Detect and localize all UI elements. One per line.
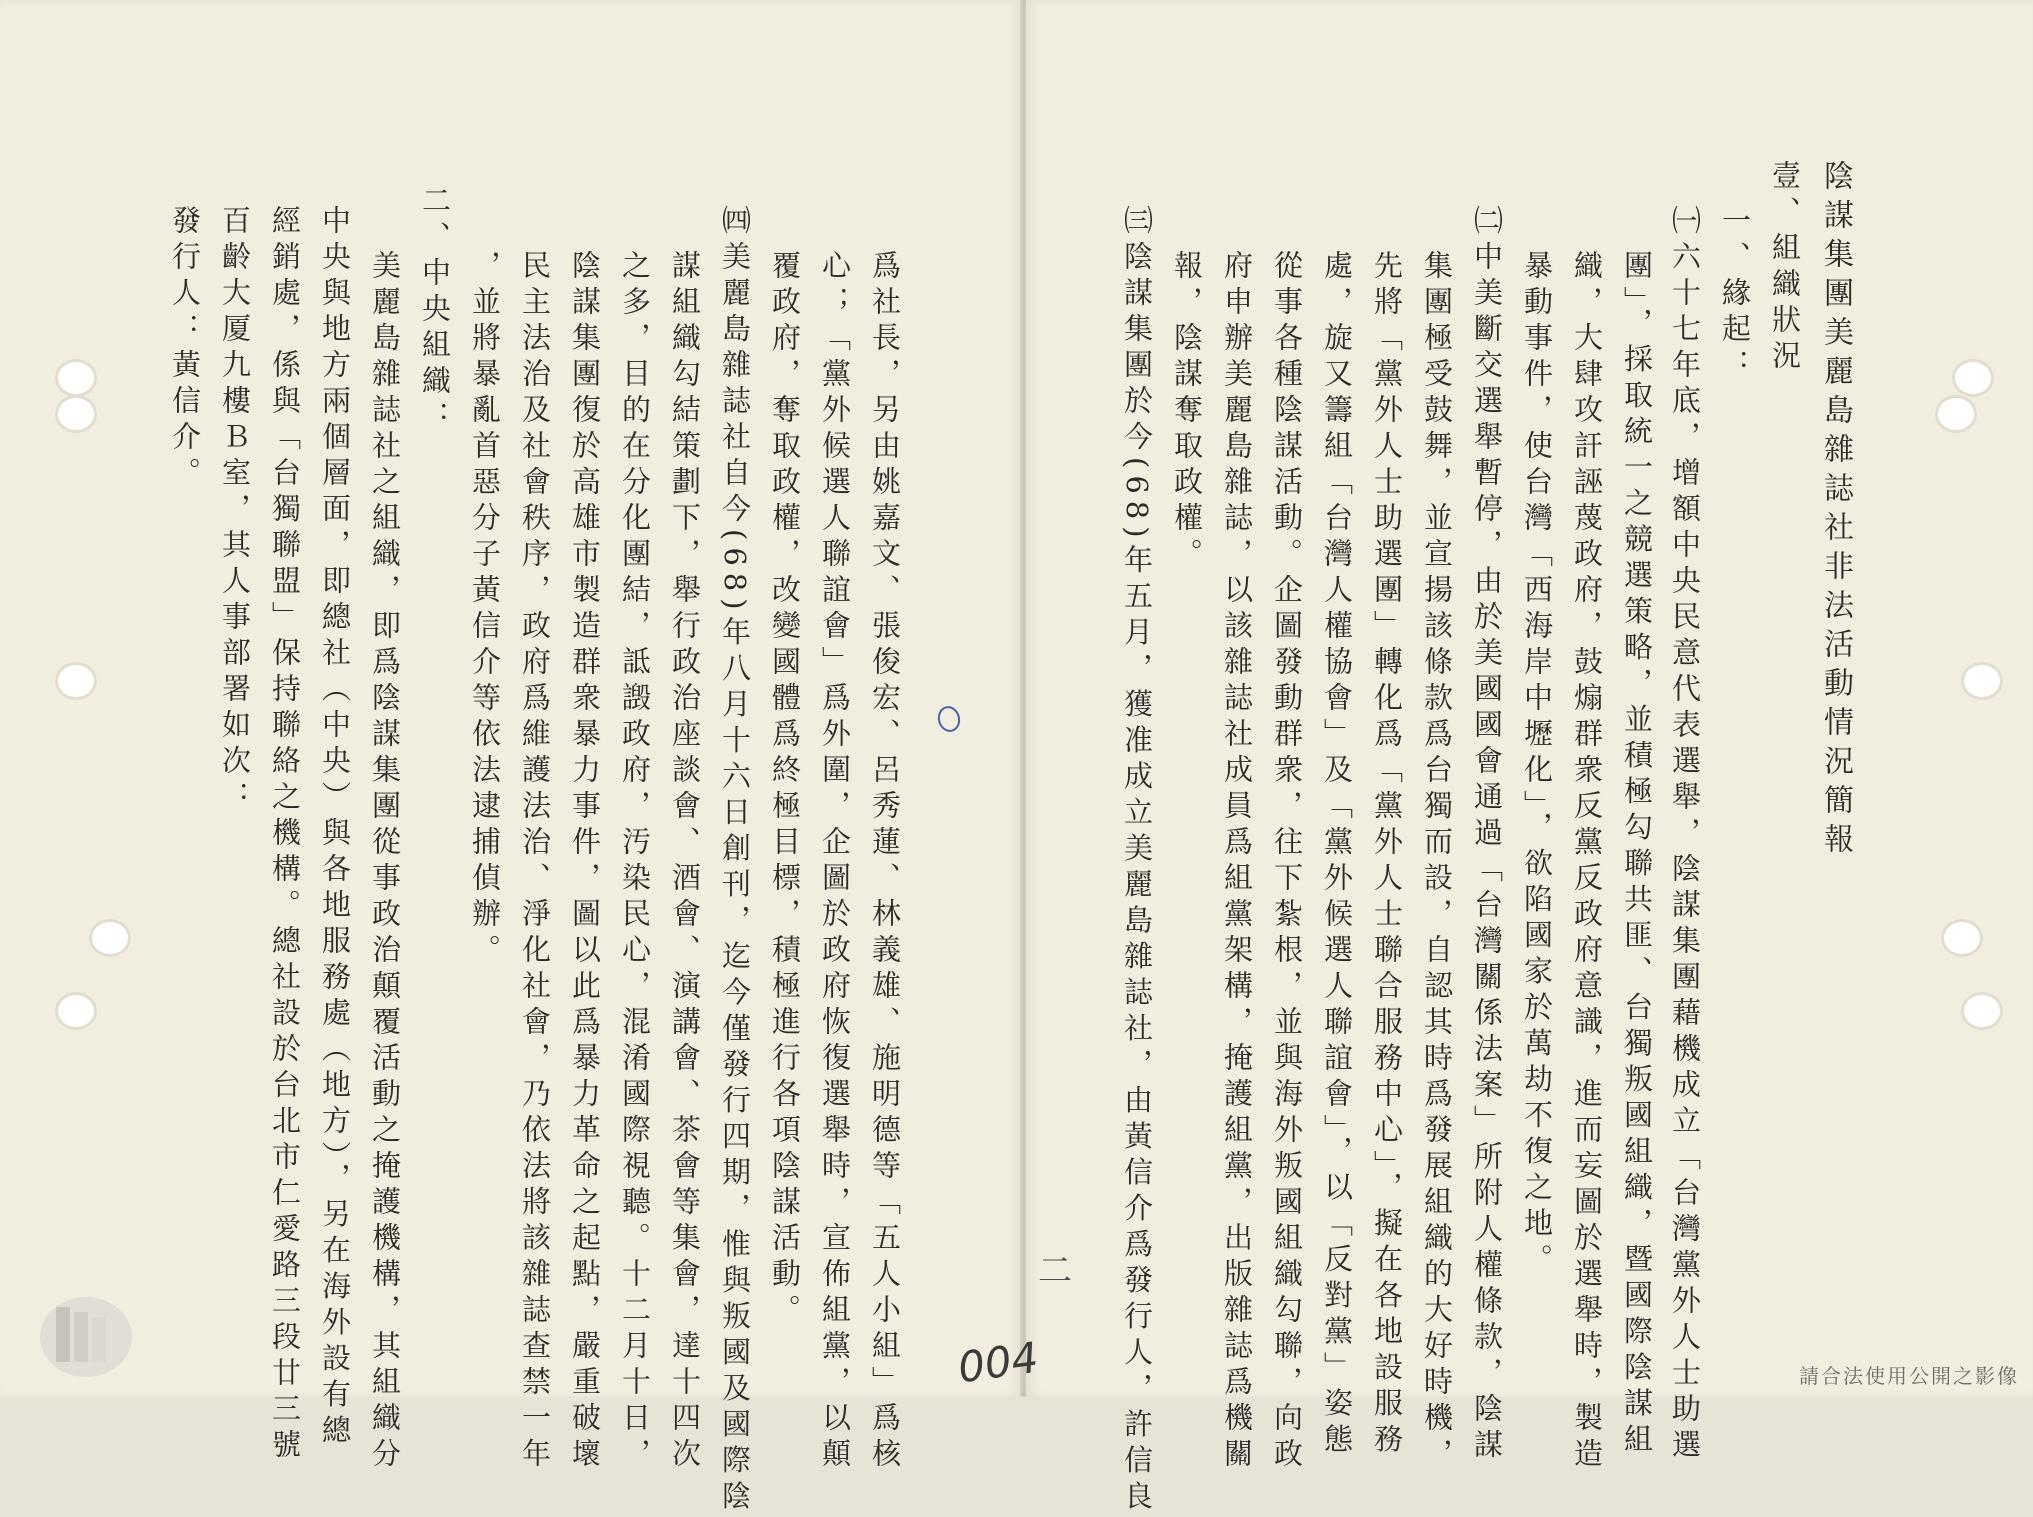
text-column: 之多，目的在分化團結，詆譭政府，汚染民心，混淆國際視聽。十二月十日， — [618, 250, 652, 1474]
text-column: 經銷處，係與「台獨聯盟」保持聯絡之機構。總社設於台北市仁愛路三段廿三號 — [268, 205, 302, 1465]
text-column: 謀組織勾結策劃下，舉行政治座談會、酒會、演講會、茶會等集會，達十四次 — [668, 250, 702, 1474]
archive-logo-icon — [36, 1282, 136, 1382]
document-title: 陰謀集團美麗島雜誌社非法活動情況簡報 — [1818, 160, 1853, 862]
text-column: 暴動事件，使台灣「西海岸中壢化」，欲陷國家於萬劫不復之地。 — [1520, 250, 1554, 1280]
punch-hole — [1944, 922, 1980, 954]
text-column: 陰謀集團復於高雄市製造群衆暴力事件，圖以此爲暴力革命之起點，嚴重破壞 — [568, 250, 602, 1474]
text-column: 發行人：黃信介。 — [168, 205, 202, 493]
text-column: 集團極受鼓舞，並宣揚該條款爲台獨而設，自認其時爲發展組織的大好時機， — [1420, 250, 1454, 1474]
text-column: 處，旋又籌組「台灣人權協會」及「黨外候選人聯誼會」，以「反對黨」姿態 — [1320, 250, 1354, 1460]
text-column: 先將「黨外人士助選團」轉化爲「黨外人士聯合服務中心」，擬在各地設服務 — [1370, 250, 1404, 1460]
text-column: 織，大肆攻訐誣蔑政府，鼓煽群衆反黨反政府意識，進而妄圖於選舉時，製造 — [1570, 250, 1604, 1474]
section-heading: 壹、組織狀況 — [1768, 160, 1802, 376]
punch-hole — [58, 665, 94, 697]
text-column: ㈣美麗島雜誌社自今(68)年八月十六日創刊，迄今僅發行四期，惟與叛國及國際陰 — [718, 205, 752, 1517]
subsection-heading: 一、緣起： — [1718, 205, 1752, 385]
text-column: 心；「黨外候選人聯誼會」爲外圍，企圖於政府恢復選舉時，宣佈組黨，以顛 — [818, 250, 852, 1474]
text-column: 美麗島雜誌社之組織，即爲陰謀集團從事政治顛覆活動之掩護機構，其組織分 — [368, 250, 402, 1474]
text-column: ，並將暴亂首惡分子黃信介等依法逮捕偵辦。 — [468, 250, 502, 970]
punch-hole — [58, 398, 94, 430]
text-column: 民主法治及社會秩序，政府爲維護法治、淨化社會，乃依法將該雜誌查禁一年 — [518, 250, 552, 1474]
handwritten-folio: 004 — [954, 1332, 1042, 1393]
punch-hole — [58, 995, 94, 1027]
text-column: 團」，採取統一之競選策略，並積極勾聯共匪、台獨叛國組織，暨國際陰謀組 — [1620, 250, 1654, 1460]
usage-notice: 請合法使用公開之影像 — [1799, 1364, 2019, 1388]
punch-hole — [1938, 398, 1974, 430]
text-column: 從事各種陰謀活動。企圖發動群衆，往下紮根，並與海外叛國組織勾聯，向政 — [1270, 250, 1304, 1474]
punch-hole — [1964, 665, 2000, 697]
text-column: ㈠六十七年底，增額中央民意代表選舉，陰謀集團藉機成立「台灣黨外人士助選 — [1668, 205, 1702, 1465]
text-column: 府申辦美麗島雜誌，以該雜誌社成員爲組黨架構，掩護組黨，出版雜誌爲機關 — [1220, 250, 1254, 1474]
punch-hole — [92, 922, 128, 954]
text-column: ㈡中美斷交選舉暫停，由於美國國會通過「台灣關係法案」所附人權條款，陰謀 — [1470, 205, 1504, 1465]
text-column: 百齡大厦九樓Ｂ室，其人事部署如次： — [218, 205, 252, 817]
page-number: 二 — [1038, 1251, 1074, 1291]
punch-hole — [1964, 995, 2000, 1027]
text-column: 覆政府，奪取政權，改變國體爲終極目標，積極進行各項陰謀活動。 — [768, 250, 802, 1330]
text-column: 中央與地方兩個層面，即總社（中央）與各地服務處（地方），另在海外設有總 — [318, 205, 352, 1451]
text-column: 報，陰謀奪取政權。 — [1170, 250, 1204, 574]
subsection-heading: 二、中央組織： — [418, 185, 452, 437]
punch-hole — [58, 362, 94, 394]
text-column: ㈢陰謀集團於今(68)年五月，獲准成立美麗島雜誌社，由黃信介爲發行人，許信良 — [1120, 205, 1154, 1517]
punch-hole — [1955, 362, 1991, 394]
text-column: 爲社長，另由姚嘉文、張俊宏、呂秀蓮、林義雄、施明德等「五人小組」爲核 — [868, 250, 902, 1474]
